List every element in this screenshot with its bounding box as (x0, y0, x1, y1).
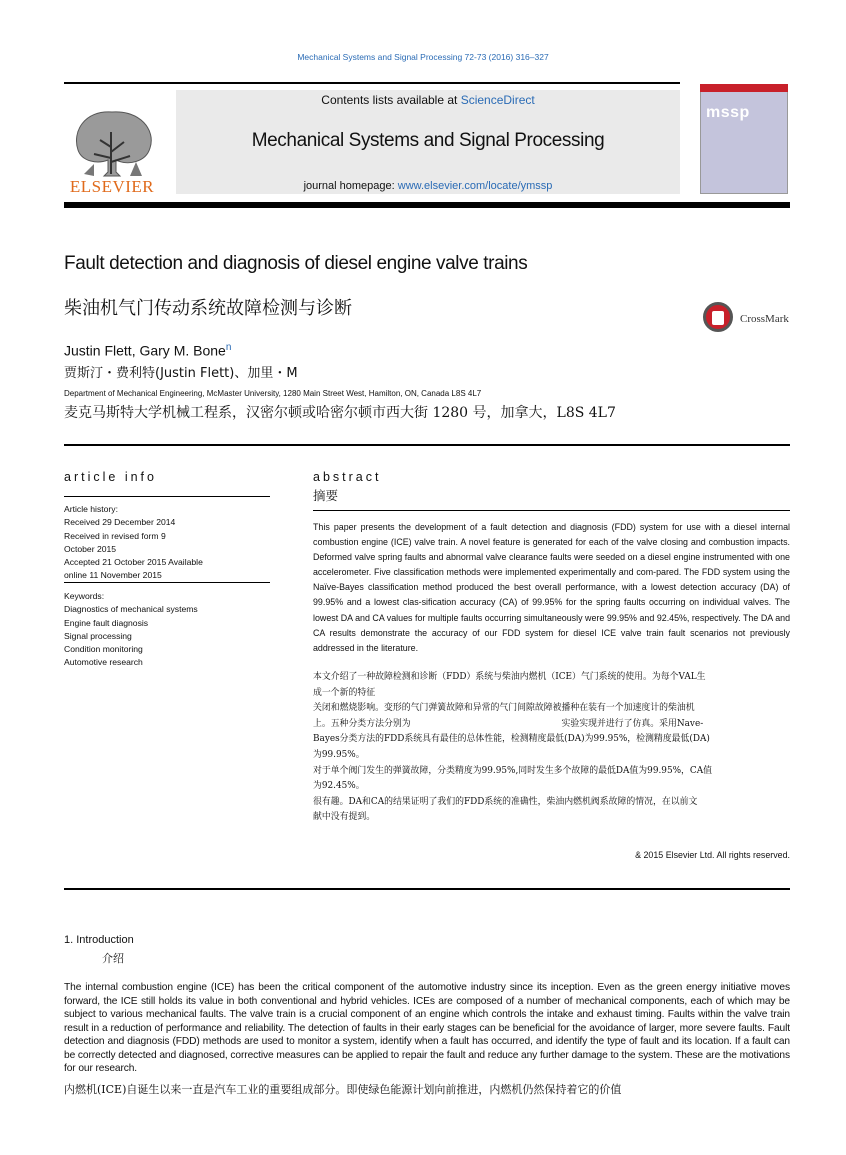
abstract-rule (313, 510, 790, 511)
homepage-prefix: journal homepage: (303, 180, 398, 192)
contents-line (176, 93, 680, 107)
journal-title: Mechanical Systems and Signal Processing (251, 130, 605, 151)
abstract-text: This paper presents the development of a fault detection and diagnosis (FDD) system for use with a diesel internal combustion engine (ICE) valve train. A novel feature is generated for each of the valve closing and combustion impacts. Deformed valve spring faults and abnormal valve clearance faults were seeded on a diesel engine instrumented with one accelerometer. Five classification methods were implemented experimentally and com-pared. The FDD system using the Naïve-Bayes classification method produced the best overall performance, with a lowest detection accuracy (DA) of 99.95% and a lowest clas-sification accuracy (CA) of 99.95% for the spring faults occurring on individual valves. The lowest DA and CA values for multiple faults occurring simultaneously were 99.95% and 92.45%, respectively. The DA and CA results demonstrate the accuracy of our FDD system for diesel ICE valve train fault scenarios not previously addressed in the literature. (313, 522, 790, 653)
copyright: & 2015 Elsevier Ltd. All rights reserved. (635, 850, 790, 860)
homepage-line (176, 180, 680, 192)
introduction-text: The internal combustion engine (ICE) has been the critical component of the automotive industry since its inception. Even as the green energy initiative moves forward, the ICE still holds its value in both conventional and hybrid vehicles. ICEs are composed of a number of mechanical components, each of which may be subject to various mechanical faults. The valve train is a crucial component of an engine which controls the intake and exhaust timing. Faults within the valve train result in a reduction of performance and reliability. The detection of faults in their early stages can be beneficial for the avoidance of larger, more severe faults. Fault detection and diagnosis (FDD) methods are used to monitor a system, identify when a fault has occurred, and identify the type of fault and its location. If a fault can be correctly detected and diagnosed, corrective measures can be applied to repair the fault and reduce any further damage to the system. These are the motivations for our research. (64, 982, 790, 1074)
abstract-heading: abstract (313, 470, 382, 484)
abstract-cn-line: 上。五种分类方法分别为 实验实现并进行了仿真。采用Nave- (313, 718, 704, 729)
corresponding-author-mark[interactable]: n (225, 342, 232, 353)
journal-cover-title: mssp (706, 104, 750, 121)
keyword-item: Diagnostics of mechanical systems (64, 604, 198, 615)
authors (64, 342, 231, 359)
journal-cover (700, 84, 788, 194)
history-item: October 2015 (64, 543, 117, 554)
abstract-cn-line: 成一个新的特征 (313, 687, 376, 698)
abstract-cn-line: 本文介绍了一种故障检测和诊断（FDD）系统与柴油内燃机（ICE）气门系统的使用。为每个VAL生 (313, 672, 706, 682)
abstract-cn-line: 为92.45%。 (313, 781, 365, 792)
abstract-cn-line: Bayes分类方法的FDD系统具有最佳的总体性能，检测精度最低(DA)为99.95%，检测精度最低(DA) (313, 734, 710, 745)
abstract-cn-line: 对于单个阀门发生的弹簧故障，分类精度为99.95%,同时发生多个故障的最低DA值为99.95%，CA值 (313, 765, 712, 776)
abstract-heading-cn: 摘要 (313, 488, 339, 503)
abstract-cn-line: 很有趣。DA和CA的结果证明了我们的FDD系统的准确性，柴油内燃机阀系故障的情况，在以前文 (313, 796, 698, 807)
introduction-heading-cn: 介绍 (102, 952, 124, 965)
article-info-rule (64, 496, 270, 497)
keyword-item: Condition monitoring (64, 644, 143, 655)
abstract-cn-line: 关闭和燃烧影响。变形的气门弹簧故障和异常的气门间隙故障被播种在装有一个加速度计的柴油机 (313, 703, 695, 714)
crossmark-bookmark-icon (712, 311, 724, 325)
history-item: online 11 November 2015 (64, 570, 162, 581)
author-names[interactable]: Justin Flett, Gary M. Bone (64, 342, 226, 359)
keyword-item: Engine fault diagnosis (64, 617, 149, 628)
keywords-rule (64, 582, 270, 583)
article-history (64, 503, 270, 583)
contents-prefix: Contents lists available at (321, 93, 461, 107)
journal-citation: Mechanical Systems and Signal Processing 72-73 (2016) 316–327 (297, 52, 549, 62)
abstract-bottom-rule (64, 888, 790, 890)
history-item: Received 29 December 2014 (64, 517, 176, 528)
abstract-text-cn (313, 670, 790, 826)
history-item: Accepted 21 October 2015 Available (64, 557, 203, 568)
section-rule (64, 444, 790, 446)
journal-homepage-link[interactable]: www.elsevier.com/locate/ymssp (397, 180, 553, 192)
history-label: Article history: (64, 504, 118, 514)
keyword-item: Signal processing (64, 630, 132, 641)
paper-title: Fault detection and diagnosis of diesel engine valve trains (64, 253, 528, 274)
affiliation: Department of Mechanical Engineering, McMaster University, 1280 Main Street West, Hamilton, ON, Canada L8S 4L7 (64, 389, 482, 398)
authors-cn: 贾斯汀・费利特(Justin Flett)、加里・M (64, 366, 298, 381)
elsevier-wordmark: ELSEVIER (69, 177, 155, 196)
header-thick-rule (64, 202, 790, 208)
article-info-heading: article info (64, 470, 157, 484)
header-rule (64, 82, 680, 84)
journal-cover-band (700, 84, 788, 92)
keywords-label: Keywords: (64, 591, 105, 601)
introduction-text-cn: 内燃机(ICE)自诞生以来一直是汽车工业的重要组成部分。即使绿色能源计划向前推进，内燃机仍然保持着它的价值 (64, 1083, 622, 1096)
abstract-cn-line: 为99.95%。 (313, 749, 365, 760)
history-item: Received in revised form 9 (64, 530, 166, 541)
keywords (64, 590, 270, 670)
keyword-item: Automotive research (64, 657, 143, 668)
abstract-cn-line: 献中没有提到。 (313, 812, 376, 823)
sciencedirect-link[interactable]: ScienceDirect (460, 93, 535, 107)
crossmark-label[interactable]: CrossMark (740, 313, 789, 325)
affiliation-cn: 麦克马斯特大学机械工程系，汉密尔顿或哈密尔顿市西大街 1280 号，加拿大，L8S 4L7 (64, 405, 616, 421)
paper-title-cn: 柴油机气门传动系统故障检测与诊断 (64, 298, 352, 319)
introduction-heading: 1. Introduction (64, 934, 134, 946)
